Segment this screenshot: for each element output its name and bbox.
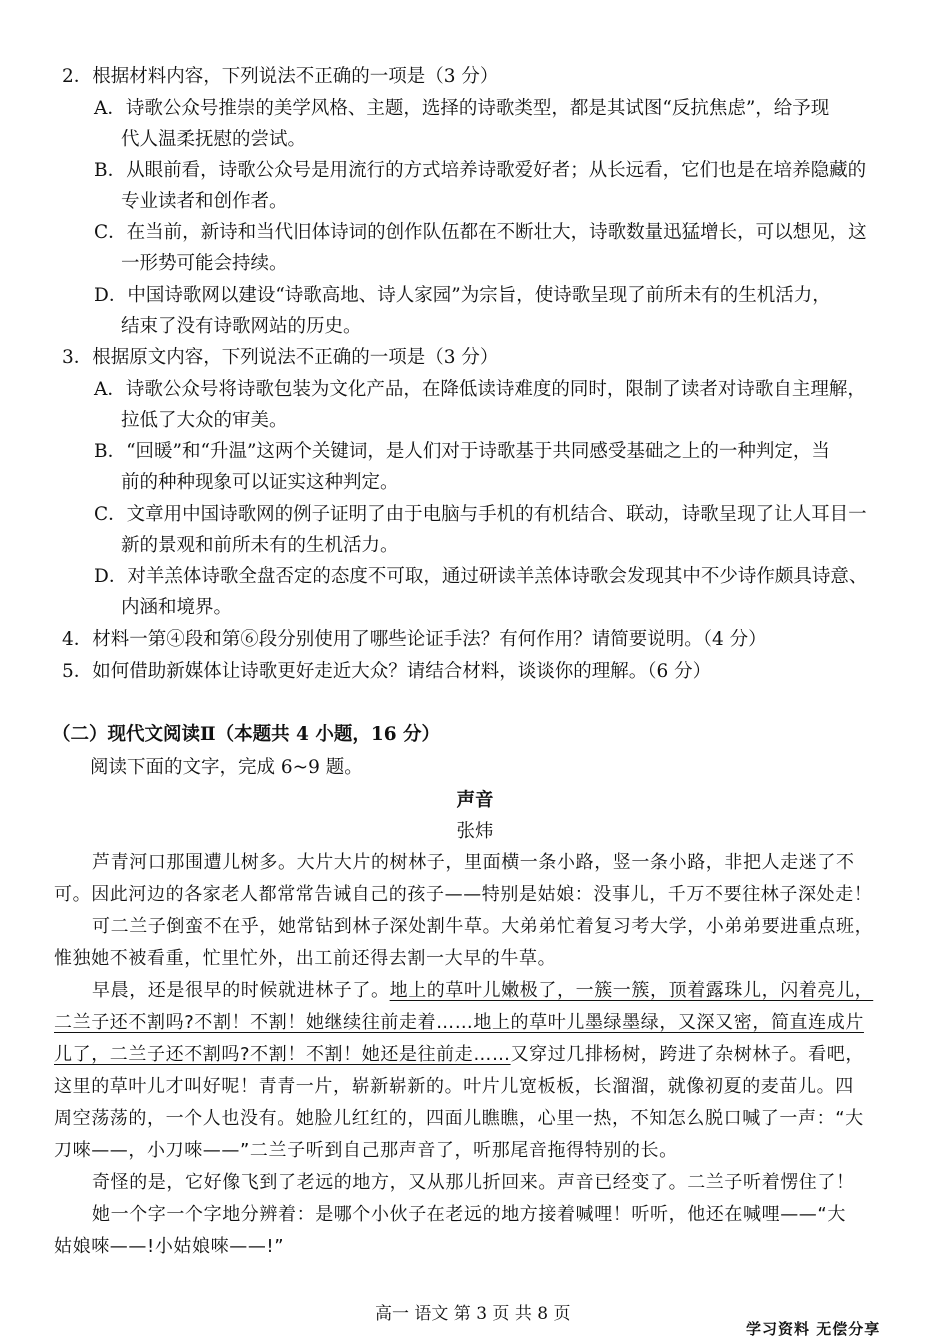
question-2-option-a-cont: 代人温柔抚慰的尝试。 — [121, 129, 307, 150]
story-text: 又穿过几排杨树，跨进了杂树林子。看吧， — [510, 1044, 864, 1065]
question-3-option-a-cont: 拉低了大众的审美。 — [121, 410, 288, 431]
question-3-option-b-cont: 前的种种现象可以证实这种判定。 — [121, 472, 399, 493]
story-line: 她一个字一个字地分辨着：是哪个小伙子在老远的地方接着喊哩！听听，他还在喊哩——“大 — [92, 1204, 846, 1225]
question-2-option-a: A．诗歌公众号推崇的美学风格、主题，选择的诗歌类型，都是其试图“反抗焦虑”，给予现 — [94, 98, 830, 119]
question-2-option-d-cont: 结束了没有诗歌网站的历史。 — [121, 316, 362, 337]
underlined-passage: 地上的草叶儿嫩极了，一簇一簇，顶着露珠儿，闪着亮儿， — [389, 980, 874, 1001]
story-line: 奇怪的是，它好像飞到了老远的地方，又从那儿折回来。声音已经变了。二兰子听着愣住了！ — [92, 1172, 855, 1193]
question-2-option-b-cont: 专业读者和创作者。 — [121, 191, 288, 212]
story-line: 刀唻——，小刀唻——”二兰子听到自己那声音了，听那尾音拖得特别的长。 — [54, 1140, 678, 1161]
story-line: 周空荡荡的，一个人也没有。她脸儿红红的，四面儿瞧瞧，心里一热，不知怎么脱口喊了一声：“大 — [54, 1108, 864, 1129]
story-text: 早晨，还是很早的时候就进林子了。 — [92, 980, 390, 1001]
story-line: 这里的草叶儿才叫好呢！青青一片，崭新崭新的。叶片儿宽板板，长溜溜，就像初夏的麦苗儿。四 — [54, 1076, 854, 1097]
story-title: 声音 — [456, 790, 494, 811]
story-line: 惟独她不被看重，忙里忙外，出工前还得去割一大早的牛草。 — [54, 948, 557, 969]
question-3-option-c-cont: 新的景观和前所未有的生机活力。 — [121, 535, 399, 556]
story-line — [92, 978, 873, 1004]
underlined-passage: 二兰子还不割吗?不割！不割！她继续往前走着……地上的草叶儿墨绿墨绿，又深又密，简直连成片 — [54, 1012, 864, 1033]
question-3-option-d-cont: 内涵和境界。 — [121, 597, 233, 618]
page-footer: 高一 语文 第 3 页 共 8 页 — [375, 1304, 571, 1324]
question-3-option-a: A．诗歌公众号将诗歌包装为文化产品，在降低读诗难度的同时，限制了读者对诗歌自主理解， — [94, 379, 866, 400]
underlined-passage: 儿了，二兰子还不割吗?不割！不割！她还是往前走…… — [54, 1044, 511, 1065]
story-line: 芦青河口那围遭儿树多。大片大片的树林子，里面横一条小路，竖一条小路，非把人走迷了不 — [92, 852, 855, 873]
question-3-option-c: C．文章用中国诗歌网的例子证明了由于电脑与手机的有机结合、联动，诗歌呈现了让人耳目一 — [94, 504, 867, 525]
question-3-option-d: D．对羊羔体诗歌全盘否定的态度不可取，通过研读羊羔体诗歌会发现其中不少诗作颇具诗意、 — [94, 566, 868, 587]
question-2-option-c: C．在当前，新诗和当代旧体诗词的创作队伍都在不断壮大，诗歌数量迅猛增长，可以想见，这 — [94, 222, 867, 243]
story-line: 姑娘唻——!小姑娘唻——!” — [54, 1236, 285, 1257]
question-3-option-b: B．“回暖”和“升温”这两个关键词，是人们对于诗歌基于共同感受基础之上的一种判定，当 — [94, 441, 830, 462]
story-line — [54, 1042, 864, 1068]
question-2-option-b: B．从眼前看，诗歌公众号是用流行的方式培养诗歌爱好者；从长远看，它们也是在培养隐藏的 — [94, 160, 867, 181]
story-line: 可二兰子倒蛮不在乎，她常钻到林子深处割牛草。大弟弟忙着复习考大学，小弟弟要进重点班， — [92, 916, 874, 937]
question-5: 5．如何借助新媒体让诗歌更好走近大众？请结合材料，谈谈你的理解。（6 分） — [62, 661, 712, 682]
question-2-option-c-cont: 一形势可能会持续。 — [121, 253, 288, 274]
watermark-stamp: 学习资料 无偿分享 — [746, 1320, 881, 1338]
story-author: 张炜 — [456, 821, 494, 842]
question-2-option-d: D．中国诗歌网以建设“诗歌高地、诗人家园”为宗旨，使诗歌呈现了前所未有的生机活力， — [94, 285, 831, 306]
section-instruction: 阅读下面的文字，完成 6~9 题。 — [90, 757, 363, 778]
story-line: 可。因此河边的各家老人都常常告诫自己的孩子——特别是姑娘：没事儿，千万不要往林子深处走！ — [54, 884, 873, 905]
question-2-stem: 2．根据材料内容，下列说法不正确的一项是（3 分） — [62, 66, 499, 87]
question-3-stem: 3．根据原文内容，下列说法不正确的一项是（3 分） — [62, 347, 499, 368]
question-4: 4．材料一第④段和第⑥段分别使用了哪些论证手法？有何作用？请简要说明。（4 分） — [62, 629, 767, 650]
section-heading: （二）现代文阅读Ⅱ（本题共 4 小题，16 分） — [52, 724, 441, 745]
